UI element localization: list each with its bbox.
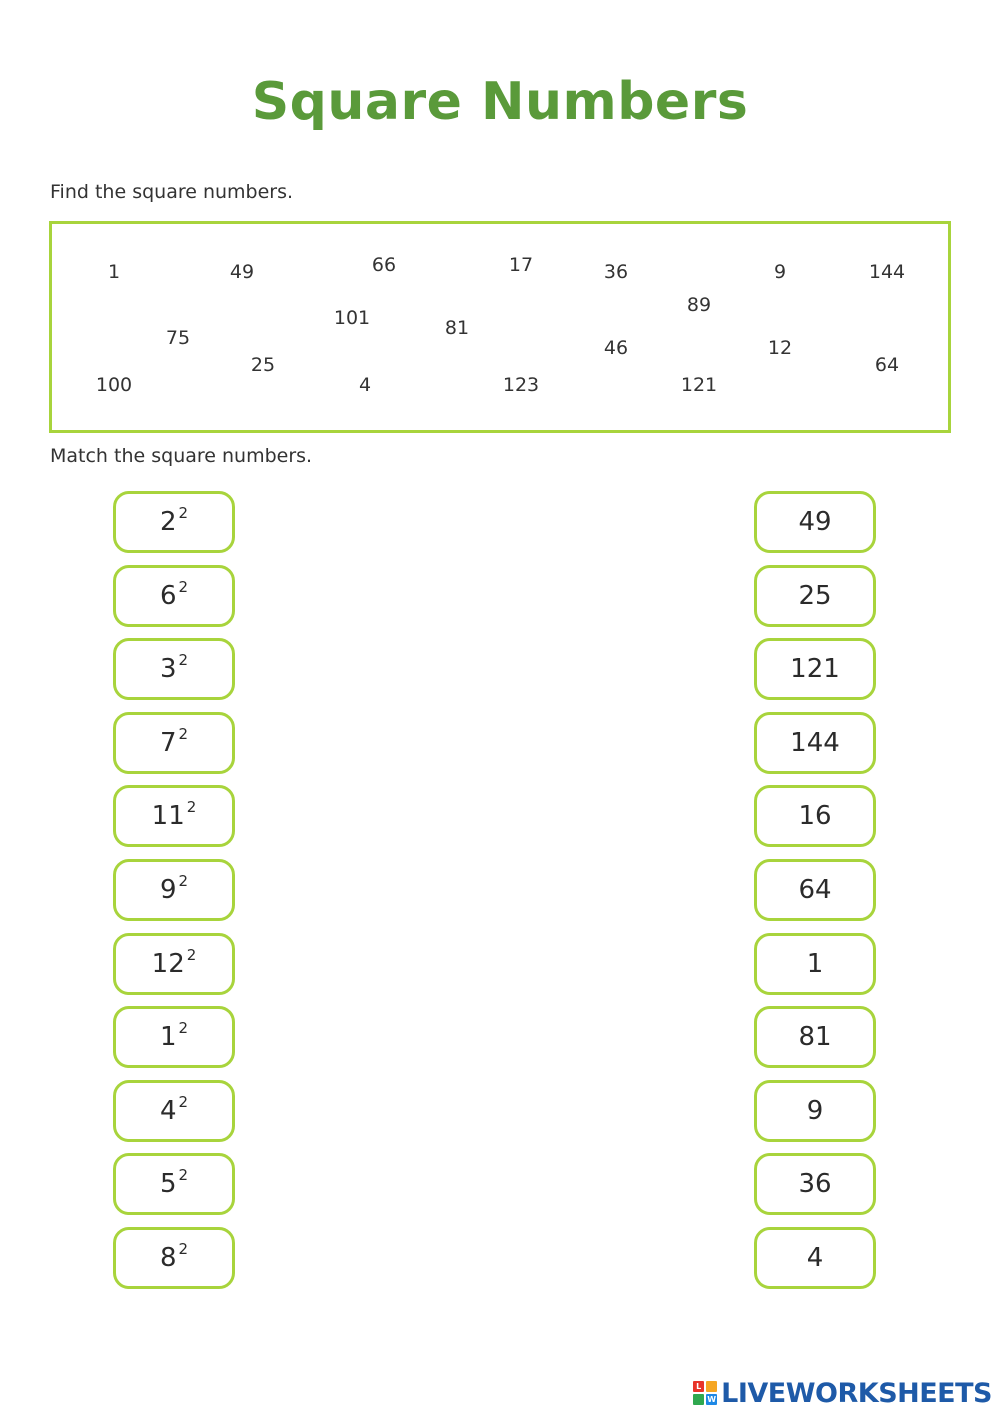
- base-number: 2: [159, 507, 177, 537]
- logo-tile: L: [693, 1381, 704, 1392]
- exponent: 2: [178, 504, 189, 522]
- base-number: 8: [159, 1242, 177, 1273]
- match-right-item[interactable]: 144: [754, 712, 876, 774]
- match-right-item[interactable]: 4: [754, 1227, 876, 1289]
- find-number[interactable]: 100: [95, 374, 133, 396]
- match-right-column: [754, 491, 876, 1301]
- exponent: 2: [178, 1239, 189, 1258]
- page-title: Square Numbers: [251, 72, 749, 132]
- find-number[interactable]: 25: [250, 354, 276, 376]
- match-right-item[interactable]: 64: [754, 859, 876, 921]
- find-number[interactable]: 89: [686, 294, 712, 316]
- match-left-item[interactable]: [113, 638, 235, 700]
- logo-tile: [693, 1394, 704, 1405]
- match-left-item[interactable]: [113, 712, 235, 774]
- match-right-item[interactable]: 81: [754, 1006, 876, 1068]
- find-number[interactable]: 4: [358, 374, 372, 396]
- find-number[interactable]: 66: [371, 254, 397, 276]
- base-number: 5: [159, 1169, 177, 1200]
- base-number: 11: [151, 801, 185, 832]
- match-left-item[interactable]: [113, 565, 235, 627]
- base-number: 1: [159, 1022, 177, 1053]
- find-number[interactable]: 75: [165, 327, 191, 349]
- find-number[interactable]: 81: [444, 317, 470, 339]
- match-right-item[interactable]: 36: [754, 1153, 876, 1215]
- find-number[interactable]: 12: [767, 337, 793, 359]
- exponent: 2: [178, 577, 189, 596]
- logo-tile: W: [707, 1395, 717, 1404]
- exponent: 2: [178, 724, 189, 743]
- find-number[interactable]: 123: [502, 374, 540, 396]
- find-number[interactable]: 36: [603, 261, 629, 283]
- find-number[interactable]: 64: [874, 354, 900, 376]
- exponent: 2: [178, 651, 189, 670]
- base-number: 3: [159, 654, 177, 685]
- match-left-item[interactable]: [113, 859, 235, 921]
- match-right-item[interactable]: 49: [754, 491, 876, 553]
- find-number[interactable]: 121: [680, 374, 718, 396]
- match-instruction: Match the square numbers.: [50, 445, 313, 467]
- match-right-item[interactable]: 1: [754, 933, 876, 995]
- find-number[interactable]: 101: [333, 307, 371, 329]
- find-number[interactable]: 49: [229, 261, 255, 283]
- exponent: 2: [186, 798, 197, 817]
- match-right-item[interactable]: 16: [754, 785, 876, 847]
- match-left-item[interactable]: [113, 491, 235, 553]
- find-number[interactable]: 46: [603, 337, 629, 359]
- liveworksheets-logo-icon: [693, 1381, 717, 1405]
- match-left-item[interactable]: [113, 1153, 235, 1215]
- match-right-item[interactable]: 121: [754, 638, 876, 700]
- base-number: 6: [159, 580, 177, 611]
- match-left-item[interactable]: [113, 1080, 235, 1142]
- base-number: 4: [159, 1095, 177, 1126]
- exponent: 2: [186, 945, 197, 964]
- match-left-column: [113, 491, 235, 1301]
- find-numbers-box: [49, 221, 951, 433]
- logo-tile: [706, 1381, 717, 1392]
- base-number: 12: [151, 948, 185, 979]
- find-number[interactable]: 9: [773, 261, 787, 283]
- find-number[interactable]: 17: [508, 254, 534, 276]
- find-number[interactable]: 1: [107, 261, 121, 283]
- find-number[interactable]: 144: [868, 261, 906, 283]
- match-left-item[interactable]: [113, 933, 235, 995]
- match-right-item[interactable]: 9: [754, 1080, 876, 1142]
- liveworksheets-brand: [693, 1377, 992, 1409]
- exponent: 2: [178, 871, 189, 890]
- exponent: 2: [178, 1092, 189, 1111]
- brand-name: LIVEWORKSHEETS: [721, 1377, 992, 1409]
- match-right-item[interactable]: 25: [754, 565, 876, 627]
- exponent: 2: [178, 1166, 189, 1185]
- exponent: 2: [178, 1019, 189, 1038]
- base-number: 7: [159, 727, 177, 758]
- base-number: 9: [159, 874, 177, 905]
- match-left-item[interactable]: [113, 1227, 235, 1289]
- find-instruction: Find the square numbers.: [50, 181, 294, 203]
- match-left-item[interactable]: [113, 785, 235, 847]
- match-left-item[interactable]: [113, 1006, 235, 1068]
